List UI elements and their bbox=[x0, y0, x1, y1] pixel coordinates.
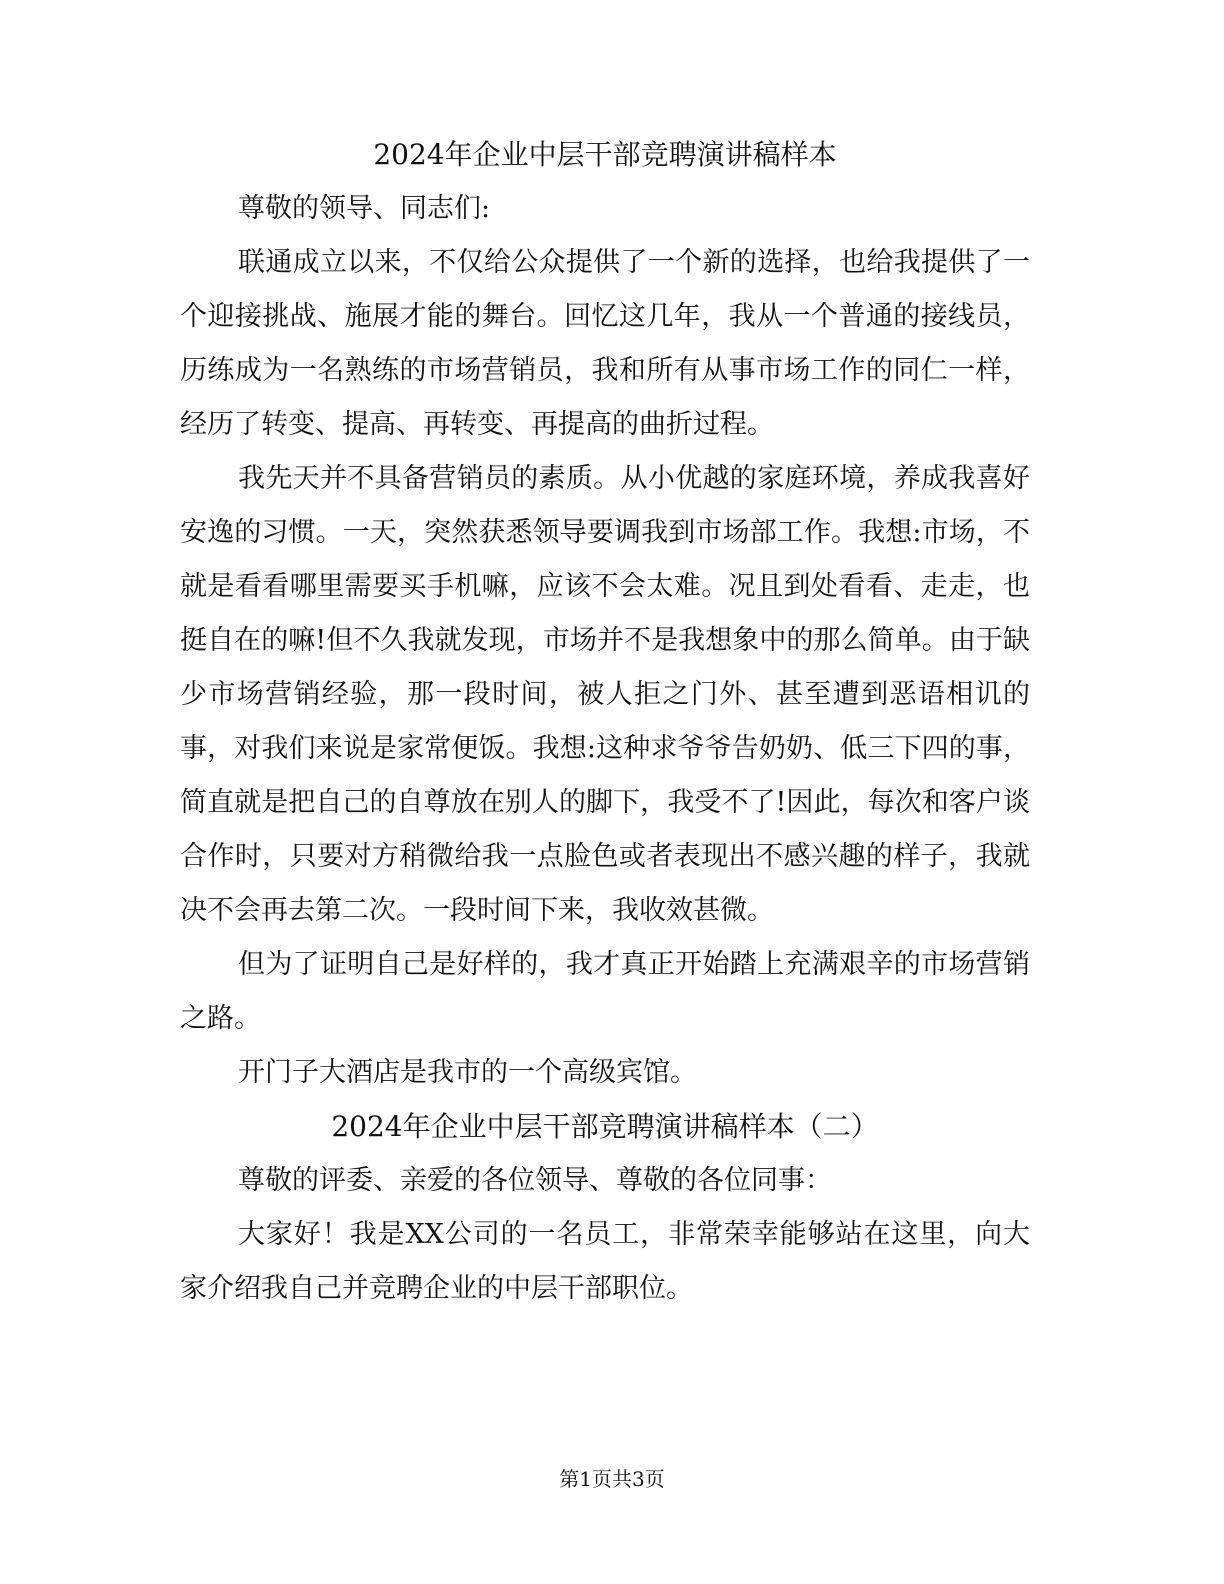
body-paragraph: 大家好！我是XX公司的一名员工，非常荣幸能够站在这里，向大家介绍我自己并竞聘企业的中层干部职位。 bbox=[180, 1219, 1030, 1304]
document-body bbox=[180, 128, 1030, 1316]
body-paragraph: 我先天并不具备营销员的素质。从小优越的家庭环境，养成我喜好安逸的习惯。一天，突然获悉领导要调我到市场部工作。我想:市场，不就是看看哪里需要买手机嘛，应该不会太难。况且到处看看、走走，也挺自在的嘛!但不久我就发现，市场并不是我想象中的那么简单。由于缺少市场营销经验，那一段时间，被人拒之门外、甚至遭到恶语相讥的事，对我们来说是家常便饭。我想:这种求爷爷告奶奶、低三下四的事，简直就是把自己的自尊放在别人的脚下，我受不了!因此，每次和客户谈合作时，只要对方稍微给我一点脸色或者表现出不感兴趣的样子，我就决不会再去第二次。一段时间下来，我收效甚微。 bbox=[180, 463, 1030, 926]
salutation: 尊敬的评委、亲爱的各位领导、尊敬的各位同事： bbox=[238, 1165, 832, 1196]
section-title: 2024年企业中层干部竞聘演讲稿样本 bbox=[373, 138, 837, 171]
body-paragraph: 联通成立以来，不仅给公众提供了一个新的选择，也给我提供了一个迎接挑战、施展才能的舞台。回忆这几年，我从一个普通的接线员，历练成为一名熟练的市场营销员，我和所有从事市场工作的同仁一样，经历了转变、提高、再转变、再提高的曲折过程。 bbox=[180, 247, 1030, 440]
section-title: 2024年企业中层干部竞聘演讲稿样本（二） bbox=[331, 1110, 879, 1143]
body-paragraph: 开门子大酒店是我市的一个高级宾馆。 bbox=[238, 1057, 697, 1088]
salutation: 尊敬的领导、同志们: bbox=[238, 193, 491, 224]
page-number: 第1页共3页 bbox=[559, 1467, 665, 1491]
body-paragraph: 但为了证明自己是好样的，我才真正开始踏上充满艰辛的市场营销之路。 bbox=[180, 949, 1030, 1034]
